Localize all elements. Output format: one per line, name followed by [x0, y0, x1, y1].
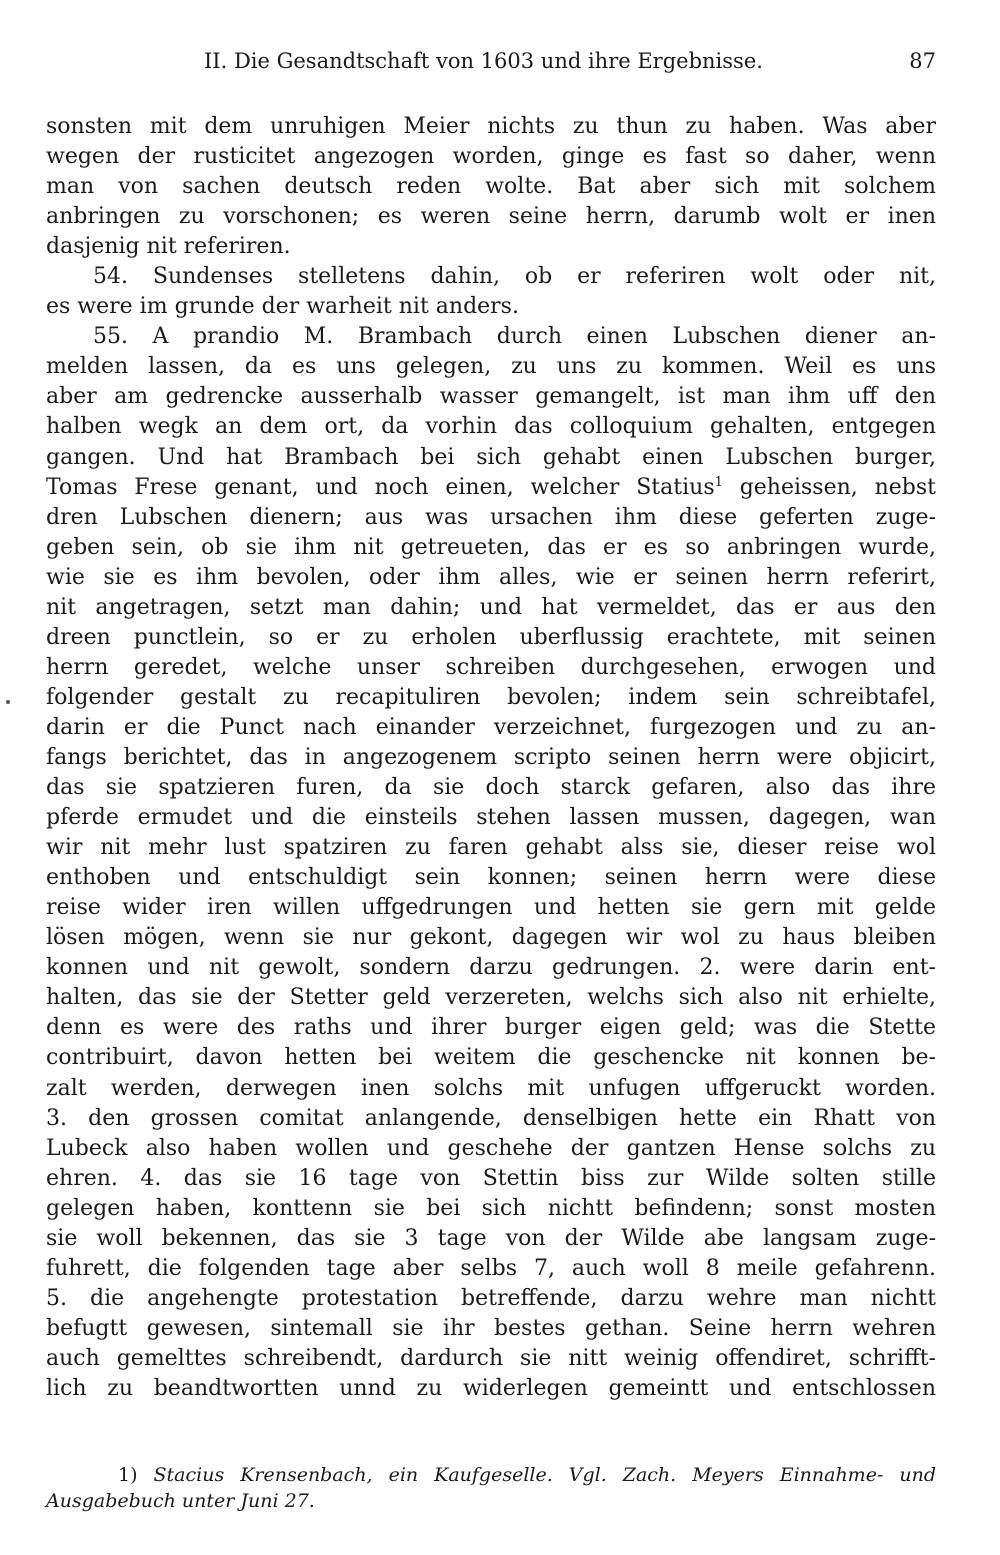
text-line: 54. Sundenses stelletens dahin, ob er referiren wolt oder nit,: [93, 264, 936, 290]
text-line: zalt werden, derwegen inen solchs mit unfugen uffgeruckt worden.: [46, 1075, 936, 1101]
text-line: dasjenig nit referiren.: [46, 234, 291, 260]
text-line: halben wegk an dem ort, da vorhin das colloquium gehalten, entgegen: [46, 414, 936, 440]
running-title: II. Die Gesandtschaft von 1603 und ihre Ergebnisse.: [204, 49, 763, 73]
margin-mark: [6, 700, 10, 704]
page-number: 87: [909, 49, 936, 73]
line-segment: Tomas Frese genant, und noch einen, welcher Statius: [46, 474, 715, 500]
text-line: dreen punctlein, so er zu erholen uberflussig erachtete, mit seinen: [46, 624, 936, 650]
text-line: lösen mögen, wenn sie nur gekont, dagegen wir wol zu haus bleiben: [46, 925, 936, 951]
text-line: melden lassen, da es uns gelegen, zu uns zu kommen. Weil es uns: [46, 354, 936, 380]
text-line: contribuirt, davon hetten bei weitem die geschencke nit konnen be-: [46, 1045, 936, 1071]
text-line-with-footnote-ref: [46, 473, 936, 503]
text-line: lich zu beandtwortten unnd zu widerlegen gemeintt und entschlossen: [46, 1375, 936, 1401]
text-line: anbringen zu vorschonen; es weren seine herrn, darumb wolt er inen: [46, 204, 936, 230]
text-line: wie sie es ihm bevolen, oder ihm alles, wie er seinen herrn referirt,: [46, 564, 936, 590]
text-line: wir nit mehr lust spatziren zu faren gehabt alss sie, dieser reise wol: [46, 835, 936, 861]
text-line: es were im grunde der warheit nit anders.: [46, 294, 519, 320]
footnote-text: Stacius Krensenbach, ein Kaufgeselle. Vgl. Zach. Meyers Einnahme- und: [153, 1464, 936, 1486]
text-line: enthoben und entschuldigt sein konnen; seinen herrn were diese: [46, 865, 936, 891]
text-line: 3. den grossen comitat anlangende, denselbigen hette ein Rhatt von: [46, 1105, 936, 1131]
text-line: sonsten mit dem unruhigen Meier nichts zu thun zu haben. Was aber: [46, 114, 936, 139]
text-line: ehren. 4. das sie 16 tage von Stettin biss zur Wilde solten stille: [46, 1165, 936, 1191]
text-line: fuhrett, die folgenden tage aber selbs 7, auch woll 8 meile gefahrenn.: [46, 1255, 936, 1281]
text-line: dren Lubschen dienern; aus was ursachen ihm diese geferten zuge-: [46, 504, 936, 530]
text-line: 55. A prandio M. Brambach durch einen Lubschen diener an-: [93, 324, 936, 350]
text-line: befugtt gewesen, sintemall sie ihr bestes gethan. Seine herrn wehren: [46, 1315, 936, 1341]
text-line: folgender gestalt zu recapituliren bevolen; indem sein schreibtafel,: [46, 684, 936, 710]
body-text: [46, 112, 936, 1404]
text-line: halten, das sie der Stetter geld verzereten, welchs sich also nit erhielte,: [46, 985, 936, 1011]
line-segment: geheissen, nebst: [722, 474, 936, 500]
text-line: konnen und nit gewolt, sondern darzu gedrungen. 2. were darin ent-: [46, 955, 936, 981]
text-line: herrn geredet, welche unser schreiben durchgesehen, erwogen und: [46, 654, 936, 680]
text-line: sie woll bekennen, das sie 3 tage von der Wilde abe langsam zuge-: [46, 1225, 936, 1251]
text-line: 5. die angehengte protestation betreffende, darzu wehre man nichtt: [46, 1285, 936, 1311]
text-line: gangen. Und hat Brambach bei sich gehabt einen Lubschen burger,: [46, 444, 936, 470]
text-line: man von sachen deutsch reden wolte. Bat aber sich mit solchem: [46, 174, 936, 200]
footnote-line: [46, 1462, 936, 1488]
text-line: wegen der rusticitet angezogen worden, ginge es fast so daher, wenn: [46, 144, 936, 170]
text-line: nit angetragen, setzt man dahin; und hat vermeldet, das er aus den: [46, 594, 936, 620]
text-line: aber am gedrencke ausserhalb wasser gemangelt, ist man ihm uff den: [46, 384, 936, 410]
text-line: reise wider iren willen uffgedrungen und hetten sie gern mit gelde: [46, 895, 936, 921]
text-line: fangs berichtet, das in angezogenem scripto seinen herrn were objicirt,: [46, 744, 936, 770]
text-line: denn es were des raths und ihrer burger eigen geld; was die Stette: [46, 1015, 936, 1041]
text-line: das sie spatzieren furen, da sie doch starck gefaren, also das ihre: [46, 775, 936, 801]
text-line: pferde ermudet und die einsteils stehen lassen mussen, dagegen, wan: [46, 805, 936, 831]
text-line: darin er die Punct nach einander verzeichnet, furgezogen und zu an-: [46, 714, 936, 740]
footnote: [46, 1462, 936, 1514]
footnote-line: Ausgabebuch unter Juni 27.: [46, 1490, 315, 1512]
text-line: Lubeck also haben wollen und geschehe der gantzen Hense solchs zu: [46, 1135, 936, 1161]
footnote-reference: 1: [714, 474, 723, 490]
footnote-number: 1): [118, 1464, 138, 1486]
text-line: gelegen haben, konttenn sie bei sich nichtt befindenn; sonst mosten: [46, 1195, 936, 1221]
text-line: geben sein, ob sie ihm nit getreueten, das er es so anbringen wurde,: [46, 534, 936, 560]
text-line: auch gemelttes schreibendt, dardurch sie nitt weinig offendiret, schrifft-: [46, 1345, 936, 1371]
